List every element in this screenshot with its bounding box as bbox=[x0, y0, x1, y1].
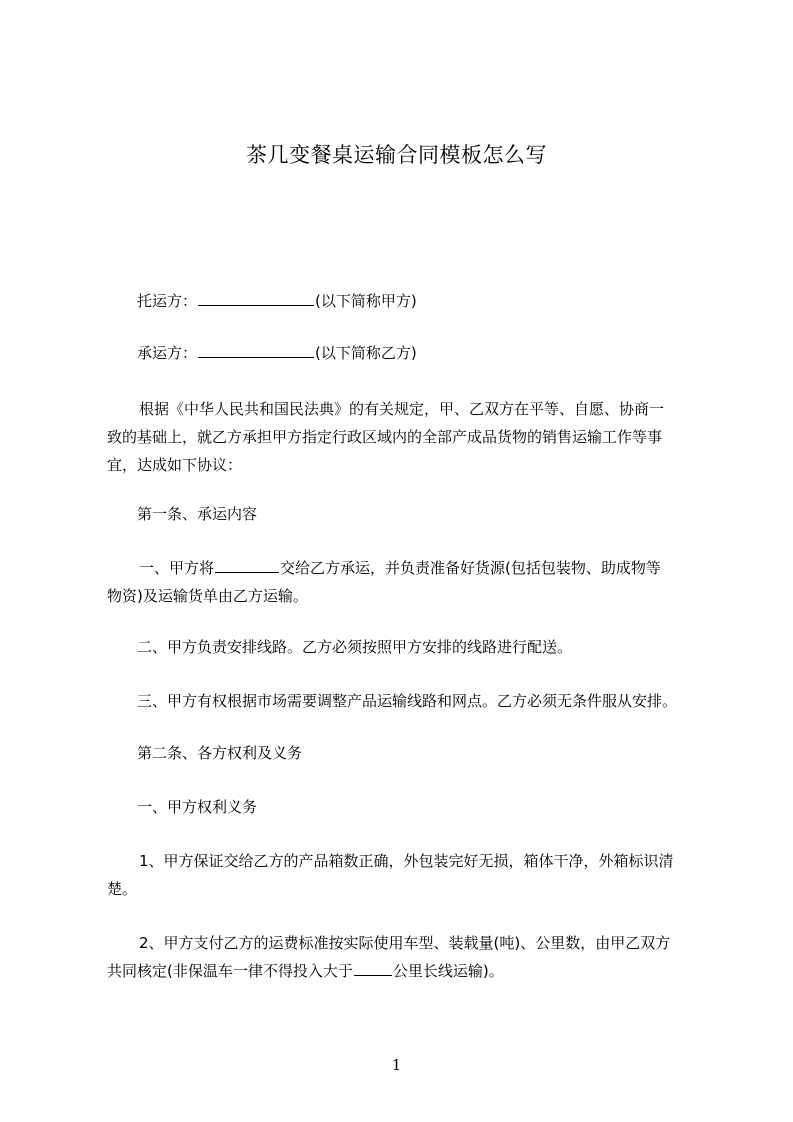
carrier-label: 承运方： bbox=[137, 344, 198, 362]
item-1-rest: 交给乙方承运，并负责准备好货源(包括包装物、助成物等 bbox=[280, 559, 661, 577]
article-2-p2-line-2 bbox=[107, 957, 504, 985]
p2-prefix: 共同核定(非保温车一律不得投入大于 bbox=[107, 962, 353, 980]
article-2-subheading-1: 一、甲方权利义务 bbox=[137, 798, 258, 816]
article-1-item-1-line-1 bbox=[139, 554, 661, 582]
shipper-suffix: (以下简称甲方) bbox=[315, 292, 417, 310]
carrier-blank[interactable] bbox=[198, 341, 314, 358]
carrier-suffix: (以下简称乙方) bbox=[315, 344, 417, 362]
preamble-line-1: 根据《中华人民共和国民法典》的有关规定，甲、乙双方在平等、自愿、协商一 bbox=[139, 400, 665, 418]
article-1-heading: 第一条、承运内容 bbox=[137, 505, 258, 523]
distance-blank[interactable] bbox=[354, 959, 392, 976]
item-1-prefix: 一、甲方将 bbox=[139, 559, 215, 577]
article-1-item-3: 三、甲方有权根据市场需要调整产品运输线路和网点。乙方必须无条件服从安排。 bbox=[137, 692, 678, 710]
article-1-item-1-line-2: 物资)及运输货单由乙方运输。 bbox=[107, 587, 308, 605]
shipper-label: 托运方： bbox=[137, 292, 198, 310]
shipper-line bbox=[137, 287, 417, 315]
preamble-line-3: 宜，达成如下协议： bbox=[107, 456, 243, 474]
preamble-line-2: 致的基础上，就乙方承担甲方指定行政区域内的全部产成品货物的销售运输工作等事 bbox=[107, 428, 663, 446]
carrier-line bbox=[137, 339, 417, 367]
article-2-p1-line-2: 楚。 bbox=[107, 880, 138, 898]
p2-suffix: 公里长线运输)。 bbox=[392, 962, 504, 980]
article-2-p1-line-1: 1、甲方保证交给乙方的产品箱数正确，外包装完好无损，箱体干净，外箱标识清 bbox=[139, 852, 674, 870]
goods-blank[interactable] bbox=[215, 556, 279, 573]
article-2-p2-line-1: 2、甲方支付乙方的运费标准按实际使用车型、装载量(吨)、公里数，由甲乙双方 bbox=[139, 934, 671, 952]
article-2-heading: 第二条、各方权利及义务 bbox=[137, 744, 303, 762]
shipper-blank[interactable] bbox=[198, 289, 314, 306]
document-title: 茶几变餐桌运输合同模板怎么写 bbox=[246, 143, 547, 167]
page-number: 1 bbox=[391, 1056, 402, 1074]
article-1-item-2: 二、甲方负责安排线路。乙方必须按照甲方安排的线路进行配送。 bbox=[137, 638, 573, 656]
